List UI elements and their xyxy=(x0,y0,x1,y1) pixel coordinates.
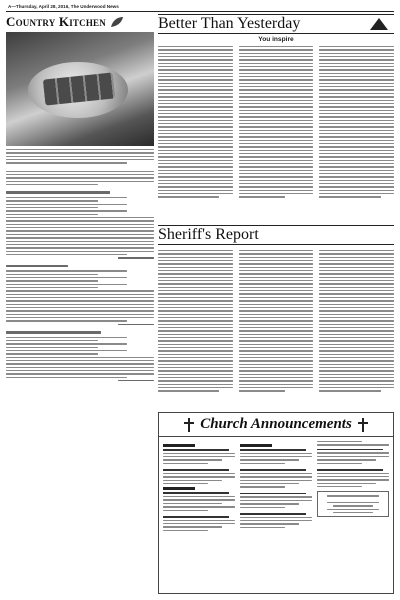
triangle-icon xyxy=(370,18,388,30)
recipe-2-text-placeholder xyxy=(6,270,154,322)
town-heading-placeholder xyxy=(240,444,272,447)
town-heading-placeholder xyxy=(163,487,195,490)
country-kitchen-title: Country Kitchen xyxy=(6,14,106,29)
recipe-1-text-placeholder xyxy=(6,197,154,255)
recipe-1-heading-placeholder xyxy=(6,191,154,194)
church-listing-placeholder xyxy=(317,469,389,488)
bty-column-2-placeholder xyxy=(239,46,314,198)
country-kitchen-column xyxy=(6,14,154,381)
church-announcements-box xyxy=(158,412,394,594)
church-listing-placeholder xyxy=(163,469,235,484)
leaf-icon xyxy=(110,16,124,28)
sheriffs-report-header xyxy=(158,225,394,245)
church-announcements-header xyxy=(159,413,393,437)
church-announcements-title: Church Announcements xyxy=(200,416,352,432)
recipe-2-heading-placeholder xyxy=(6,265,154,268)
photo-caption-placeholder xyxy=(6,149,154,185)
recipe-3-text-placeholder xyxy=(6,337,154,378)
church-listing-placeholder xyxy=(317,441,389,446)
recipe-photo xyxy=(6,32,154,146)
bty-column-3-placeholder xyxy=(319,46,394,198)
church-listing-placeholder xyxy=(163,516,235,531)
church-column-3 xyxy=(317,441,389,531)
church-listing-placeholder xyxy=(240,449,312,464)
church-listing-placeholder xyxy=(317,449,389,464)
sheriffs-report-title: Sheriff's Report xyxy=(158,226,259,243)
church-listing-placeholder xyxy=(240,513,312,528)
better-than-yesterday-header xyxy=(158,14,394,34)
church-listing-placeholder xyxy=(240,493,312,508)
folio-rule xyxy=(6,11,394,12)
recipe-3-heading-placeholder xyxy=(6,331,154,334)
page-folio: A—Thursday, April 28, 2016, The Underwood News xyxy=(8,4,119,9)
sheriffs-report-body xyxy=(158,250,394,392)
church-listings xyxy=(159,437,393,531)
church-listing-placeholder xyxy=(163,449,235,464)
recipe-1-signature-placeholder xyxy=(6,257,154,258)
sr-column-1-placeholder xyxy=(158,250,233,392)
better-than-yesterday-subtitle: You inspire xyxy=(258,36,294,43)
better-than-yesterday-body xyxy=(158,46,394,198)
bty-column-1-placeholder xyxy=(158,46,233,198)
recipe-3-signature-placeholder xyxy=(6,380,154,381)
church-column-2 xyxy=(240,441,312,531)
better-than-yesterday-title: Better Than Yesterday xyxy=(158,15,301,32)
sr-column-2-placeholder xyxy=(239,250,314,392)
church-notice-box xyxy=(317,491,389,517)
cross-icon xyxy=(358,418,368,432)
sr-column-3-placeholder xyxy=(319,250,394,392)
town-heading-placeholder xyxy=(163,444,195,447)
recipe-2-signature-placeholder xyxy=(6,324,154,325)
cross-icon xyxy=(184,418,194,432)
country-kitchen-banner xyxy=(6,14,154,30)
church-column-1 xyxy=(163,441,235,531)
church-listing-placeholder xyxy=(240,469,312,488)
church-listing-placeholder xyxy=(163,492,235,511)
